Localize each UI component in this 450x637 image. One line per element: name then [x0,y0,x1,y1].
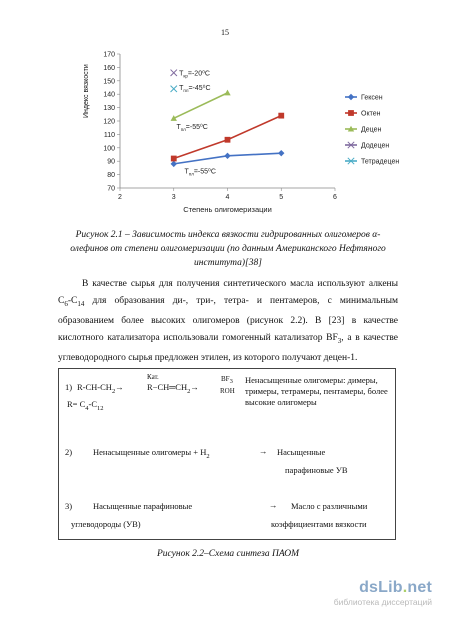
step2-arrow: → [259,446,268,456]
series-1-point [278,150,284,156]
step1-catalyst: Кат. [147,373,159,381]
figure-2-1-caption: Рисунок 2.1 – Зависимость индекса вязкости гидрированных олигомеров α-олефинов от степени олигомеризации (по данным Американского Нефтяного института)[38] [70,230,386,268]
legend-swatch-marker [348,94,354,100]
step3-product-line1: Масло с различными [291,501,368,511]
y-tick-label: 110 [103,131,115,139]
series-2-point [278,113,284,119]
series-4-point [171,70,177,76]
step1-roh: ROH [220,387,235,395]
step1-product: Ненасыщенные олигомеры: димеры, тримеры, тетрамеры, пентамеры, более высокие олигомеры [245,375,388,407]
dslib-logo: dsLib.net [359,579,432,596]
x-tick-label: 5 [279,194,284,201]
y-tick-label: 130 [103,105,115,113]
series-2-point [225,137,231,143]
chart-annotation-3: $Т_{пл}=-55^0С$ [176,124,208,133]
legend-swatch-marker [348,110,354,116]
page-number: 15 [221,28,229,37]
y-tick-label: 100 [103,145,115,153]
chart-annotation-2: $Т_{пл}=-45^0С$ [179,85,211,94]
x-tick-label: 3 [171,194,176,201]
x-tick-label: 4 [225,194,230,201]
legend-label: Октен [361,110,381,118]
y-tick-label: 120 [103,118,115,126]
step3-number: 3) [65,501,73,511]
x-axis-label: Степень олигомеризации [183,205,272,214]
y-tick-label: 140 [103,91,115,99]
step1-alkene: $R-CH═CH_2\to$ [147,382,199,395]
step3-arrow: → [269,500,278,510]
x-tick-label: 2 [118,194,122,201]
legend-label: Децен [361,126,382,134]
legend-label: Тетрадецен [361,158,400,166]
dslib-subtitle: библиотека диссертаций [333,597,432,607]
viscosity-index-chart [95,48,400,218]
series-3-point [224,90,230,96]
synthesis-scheme-box [58,368,396,540]
chart-annotation-4: $Т_{пл}=-55^0С$ [184,168,216,177]
legend-label: Гексен [361,94,383,102]
y-tick-label: 70 [107,185,115,193]
step1-bf3: $BF_3$ [221,375,233,386]
y-tick-label: 150 [103,78,115,86]
chart-annotation-1: $Т_{кр}=-20^0С$ [179,70,210,79]
body-paragraph: В качестве сырья для получения синтетического масла используют алкены $С_6-С_{14}$ для образования ди-, три-, тетра- и пентамеров, с минимальным образованием более высоких олигомеров (рисунок 2.2). В [23] в качестве кислотного катализатора использовали гомогенный катализатор $BF_3$, а в качестве углеводородного сырья предложен этилен, из которого получают децен-1. [58,279,398,363]
series-5-point [171,86,177,92]
y-tick-label: 160 [103,64,115,72]
series-3-line [174,93,228,118]
step2-number: 2) [65,447,73,457]
step2-product-line2: парафиновые УВ [285,465,348,475]
figure-2-2-caption: Рисунок 2.2–Схема синтеза ПАОМ [156,549,300,559]
legend-label: Додецен [361,142,390,150]
step1-r-definition: $R= C_4-C_{12}$ [67,399,104,412]
step1-reactant: $R-CH-CH_2\to$ [77,382,124,395]
step3-product-line2: коэффициентами вязкости [271,519,367,529]
y-tick-label: 90 [107,158,115,166]
y-tick-label: 170 [103,51,115,59]
step3-reactant-line1: Насыщенные парафиновые [93,501,193,511]
step1-number: 1) [65,382,73,392]
dslib-watermark [334,579,432,607]
series-2-point [171,156,177,162]
x-tick-label: 6 [333,194,337,201]
series-1-point [171,161,177,167]
chart-y-axis-label: Индекс вязкости [83,64,90,118]
series-1-point [224,153,230,159]
y-tick-label: 80 [107,172,115,180]
step2-reactant: Ненасыщенные олигомеры + $H_2$ [93,447,210,460]
step2-product-line1: Насыщенные [277,447,326,457]
step3-reactant-line2: углеводороды (УВ) [71,519,141,529]
